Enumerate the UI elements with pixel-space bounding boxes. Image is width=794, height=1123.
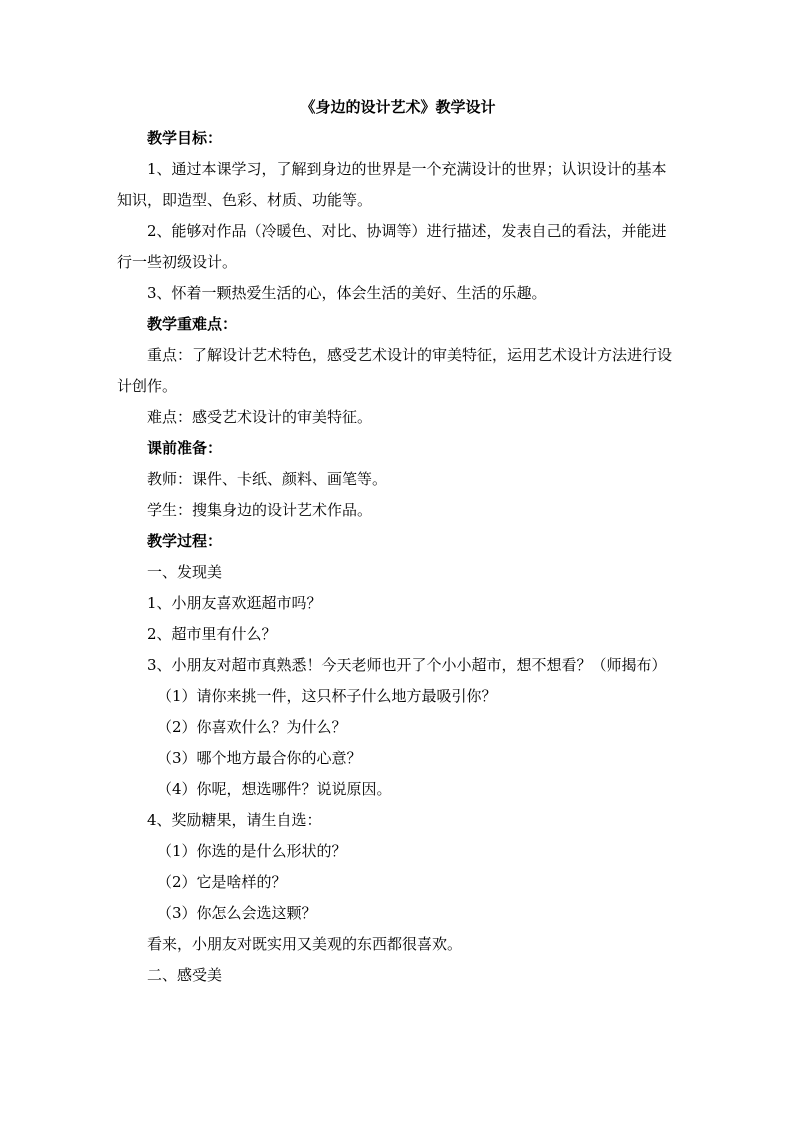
document-page: [117, 92, 677, 991]
document-title: 《身边的设计艺术》教学设计: [300, 98, 496, 116]
paragraph: （2）它是啥样的？: [157, 873, 287, 891]
paragraph: 课前准备：: [147, 439, 223, 457]
paragraph: 1、小朋友喜欢逛超市吗？: [147, 594, 322, 612]
paragraph: （1）你选的是什么形状的？: [157, 842, 347, 860]
paragraph: 教学目标：: [147, 129, 223, 147]
paragraph: （2）你喜欢什么？为什么？: [157, 718, 347, 736]
document-body: [117, 123, 677, 991]
paragraph: （3）哪个地方最合你的心意？: [157, 749, 362, 767]
paragraph: （3）你怎么会选这颗？: [157, 904, 317, 922]
paragraph: 2、超市里有什么？: [147, 625, 277, 643]
paragraph: （4）你呢，想选哪件？说说原因。: [157, 780, 392, 798]
paragraph: 教师：课件、卡纸、颜料、画笔等。: [147, 470, 388, 488]
paragraph: 学生：搜集身边的设计艺术作品。: [147, 501, 373, 519]
paragraph: 教学重难点：: [147, 315, 238, 333]
paragraph: 二、感受美: [147, 966, 223, 984]
paragraph: 难点：感受艺术设计的审美特征。: [147, 408, 373, 426]
paragraph: （1）请你来挑一件，这只杯子什么地方最吸引你？: [157, 687, 497, 705]
paragraph: 1、通过本课学习，了解到身边的世界是一个充满设计的世界；认识设计的基本知识，即造型、色彩、材质、功能等。: [117, 160, 667, 209]
paragraph: 重点：了解设计艺术特色，感受艺术设计的审美特征，运用艺术设计方法进行设计创作。: [117, 346, 673, 395]
paragraph: 一、发现美: [147, 563, 223, 581]
paragraph: 看来，小朋友对既实用又美观的东西都很喜欢。: [147, 935, 463, 953]
paragraph: 4、奖励糖果，请生自选：: [147, 811, 322, 829]
paragraph: 3、小朋友对超市真熟悉！今天老师也开了个小小超市，想不想看？（师揭布）: [147, 656, 667, 674]
paragraph: 2、能够对作品（冷暖色、对比、协调等）进行描述，发表自己的看法，并能进行一些初级设计。: [117, 222, 667, 271]
paragraph: 教学过程：: [147, 532, 223, 550]
paragraph: 3、怀着一颗热爱生活的心，体会生活的美好、生活的乐趣。: [147, 284, 547, 302]
